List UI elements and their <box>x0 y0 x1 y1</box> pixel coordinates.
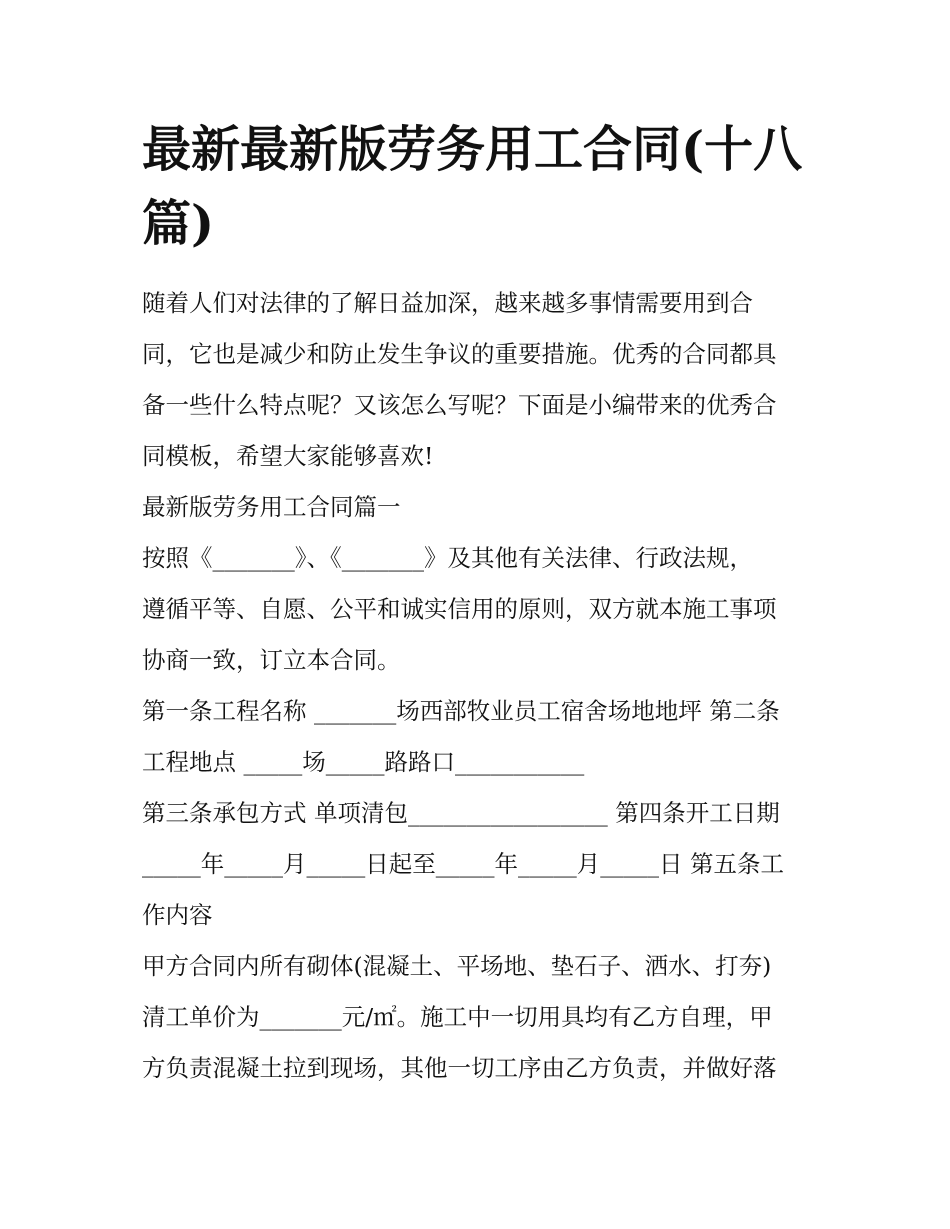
intro-line: 随着人们对法律的了解日益加深，越来越多事情需要用到合 <box>142 289 753 317</box>
intro-line: 同，它也是减少和防止发生争议的重要措施。优秀的合同都具 <box>142 340 777 368</box>
clause-line: 第三条承包方式 单项清包_________________ 第四条开工日期 <box>142 799 780 827</box>
document-title <box>142 112 822 260</box>
title-line: 最新最新版劳务用工合同(十八 <box>142 120 803 178</box>
contract-line: 按照《_______》、《_______》及其他有关法律、行政法规， <box>142 544 753 572</box>
intro-line: 备一些什么特点呢？又该怎么写呢？下面是小编带来的优秀合 <box>142 391 777 419</box>
document-body <box>142 278 822 1094</box>
clause-line: 作内容 <box>142 901 213 929</box>
title-line: 篇) <box>142 194 215 252</box>
clause-line: _____年_____月_____日起至_____年_____月_____日 第五条工 <box>142 850 784 878</box>
clause-line: 方负责混凝土拉到现场，其他一切工序由乙方负责，并做好落 <box>142 1054 777 1082</box>
intro-line: 同模板，希望大家能够喜欢! <box>142 442 434 470</box>
clause-line: 甲方合同内所有砌体(混凝土、平场地、垫石子、洒水、打夯) <box>142 952 772 980</box>
clause-line: 第一条工程名称 _______场西部牧业员工宿舍场地地坪 第二条 <box>142 697 780 725</box>
clause-line: 工程地点 _____场_____路路口___________ <box>142 748 585 776</box>
section-heading: 最新版劳务用工合同篇一 <box>142 493 401 521</box>
clause-line: 清工单价为_______元/㎡。施工中一切用具均有乙方自理，甲 <box>142 1003 773 1031</box>
contract-line: 协商一致，订立本合同。 <box>142 646 401 674</box>
contract-line: 遵循平等、自愿、公平和诚实信用的原则，双方就本施工事项 <box>142 595 777 623</box>
